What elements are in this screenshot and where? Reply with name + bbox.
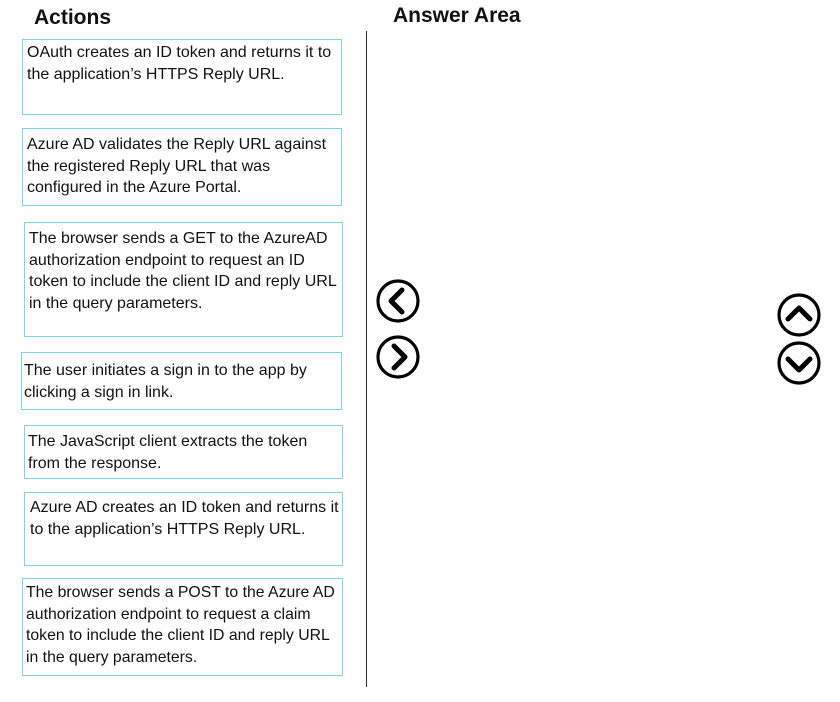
answer-area-dropzone[interactable] — [372, 36, 832, 686]
answer-area-heading: Answer Area — [393, 4, 521, 27]
action-item[interactable] — [22, 39, 342, 115]
chevron-up-circle-icon — [776, 292, 822, 338]
action-item[interactable] — [24, 492, 343, 566]
action-item[interactable] — [21, 352, 342, 410]
action-item[interactable] — [22, 128, 342, 206]
chevron-down-circle-icon — [776, 340, 822, 386]
action-item-text: The browser sends a GET to the AzureAD authorization endpoint to request an ID token to include the client ID and reply URL in the query parameters. — [29, 230, 337, 312]
action-item-text: OAuth creates an ID token and returns it to the application’s HTTPS Reply URL. — [27, 44, 332, 83]
move-down-button[interactable] — [776, 340, 822, 386]
action-item-text: Azure AD validates the Reply URL against the registered Reply URL that was configured in the Azure Portal. — [27, 136, 327, 196]
chevron-left-circle-icon — [375, 278, 421, 324]
action-item-text: The user initiates a sign in to the app by clicking a sign in link. — [24, 362, 307, 401]
move-left-button[interactable] — [375, 278, 421, 324]
chevron-right-circle-icon — [375, 334, 421, 380]
action-item[interactable] — [24, 222, 343, 337]
move-right-button[interactable] — [375, 334, 421, 380]
action-item[interactable] — [22, 578, 343, 676]
action-item-text: Azure AD creates an ID token and returns it to the application’s HTTPS Reply URL. — [30, 499, 339, 538]
action-item-text: The browser sends a POST to the Azure AD authorization endpoint to request a claim token to include the client ID and reply URL in the query parameters. — [26, 584, 335, 666]
action-item-text: The JavaScript client extracts the token from the response. — [28, 433, 308, 472]
action-item[interactable] — [24, 425, 343, 479]
move-up-button[interactable] — [776, 292, 822, 338]
actions-heading: Actions — [34, 6, 112, 29]
panel-divider — [366, 31, 367, 687]
